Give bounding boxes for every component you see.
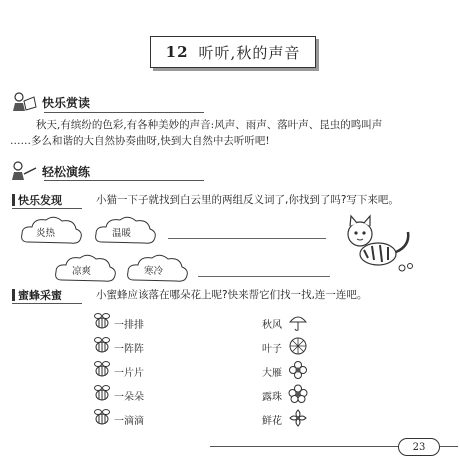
flower-word: 大雁 <box>262 368 282 379</box>
exercise1-label-underline <box>12 208 82 209</box>
cloud-word: 凉爽 <box>72 266 92 277</box>
flower-word: 鲜花 <box>262 416 282 427</box>
practice-heading-text: 轻松演练 <box>42 164 91 179</box>
wind-umbrella-icon <box>288 312 308 332</box>
flower-icon <box>288 408 308 428</box>
flower-icon <box>288 360 308 380</box>
exercise2-instruction: 小蜜蜂应该落在哪朵花上呢?快来帮它们找一找,连一连吧。 <box>96 289 368 301</box>
cloud-2 <box>92 214 158 252</box>
reading-underline <box>44 112 204 113</box>
bee-word: 一滴滴 <box>114 416 144 427</box>
cloud-word: 温暖 <box>112 228 132 239</box>
child-writing-icon <box>10 160 40 182</box>
lesson-number: 12 <box>165 43 189 61</box>
page-number: 23 <box>398 438 440 456</box>
bee-icon <box>92 384 112 402</box>
flower-word: 叶子 <box>262 344 282 355</box>
bee-item[interactable] <box>92 312 144 334</box>
bee-item[interactable] <box>92 384 144 406</box>
cloud-word: 寒冷 <box>144 266 164 277</box>
flower-word: 秋风 <box>262 320 282 331</box>
bee-icon <box>92 312 112 330</box>
lesson-title-text: 听听,秋的声音 <box>198 43 301 62</box>
leaf-icon <box>288 336 308 356</box>
answer-line-1[interactable] <box>168 238 326 239</box>
bee-word: 一阵阵 <box>114 344 144 355</box>
practice-heading <box>10 160 90 182</box>
answer-line-2[interactable] <box>198 276 330 277</box>
bee-item[interactable] <box>92 408 144 430</box>
reading-line-2: ……多么和谐的大自然协奏曲呀,快到大自然中去听听吧! <box>10 135 270 147</box>
bee-item[interactable] <box>92 336 144 358</box>
exercise2-label: 蜜蜂采蜜 <box>12 287 62 303</box>
kitten-icon <box>338 212 422 276</box>
reading-line-1: 秋天,有缤纷的色彩,有各种美妙的声音:风声、雨声、落叶声、昆虫的鸣叫声 <box>36 119 383 131</box>
reading-heading-text: 快乐赏读 <box>42 95 91 110</box>
exercise2-label-underline <box>12 303 82 304</box>
exercise1-instruction: 小猫一下子就找到白云里的两组反义词了,你找到了吗?写下来吧。 <box>96 194 399 206</box>
bee-word: 一排排 <box>114 320 144 331</box>
bee-word: 一片片 <box>114 368 144 379</box>
bee-icon <box>92 336 112 354</box>
flower-word: 露珠 <box>262 392 282 403</box>
child-reading-icon <box>10 91 40 113</box>
bee-item[interactable] <box>92 360 144 382</box>
bee-word: 一朵朵 <box>114 392 144 403</box>
exercise1-label: 快乐发现 <box>12 192 62 208</box>
reading-paragraph <box>10 117 456 149</box>
bee-icon <box>92 360 112 378</box>
cloud-4 <box>124 252 190 290</box>
bee-icon <box>92 408 112 426</box>
flower-icon <box>288 384 308 404</box>
cloud-3 <box>52 252 118 290</box>
lesson-title <box>150 36 316 68</box>
cloud-1 <box>18 214 84 252</box>
cloud-word: 炎热 <box>36 228 56 239</box>
reading-heading <box>10 91 90 113</box>
practice-underline <box>44 180 204 181</box>
